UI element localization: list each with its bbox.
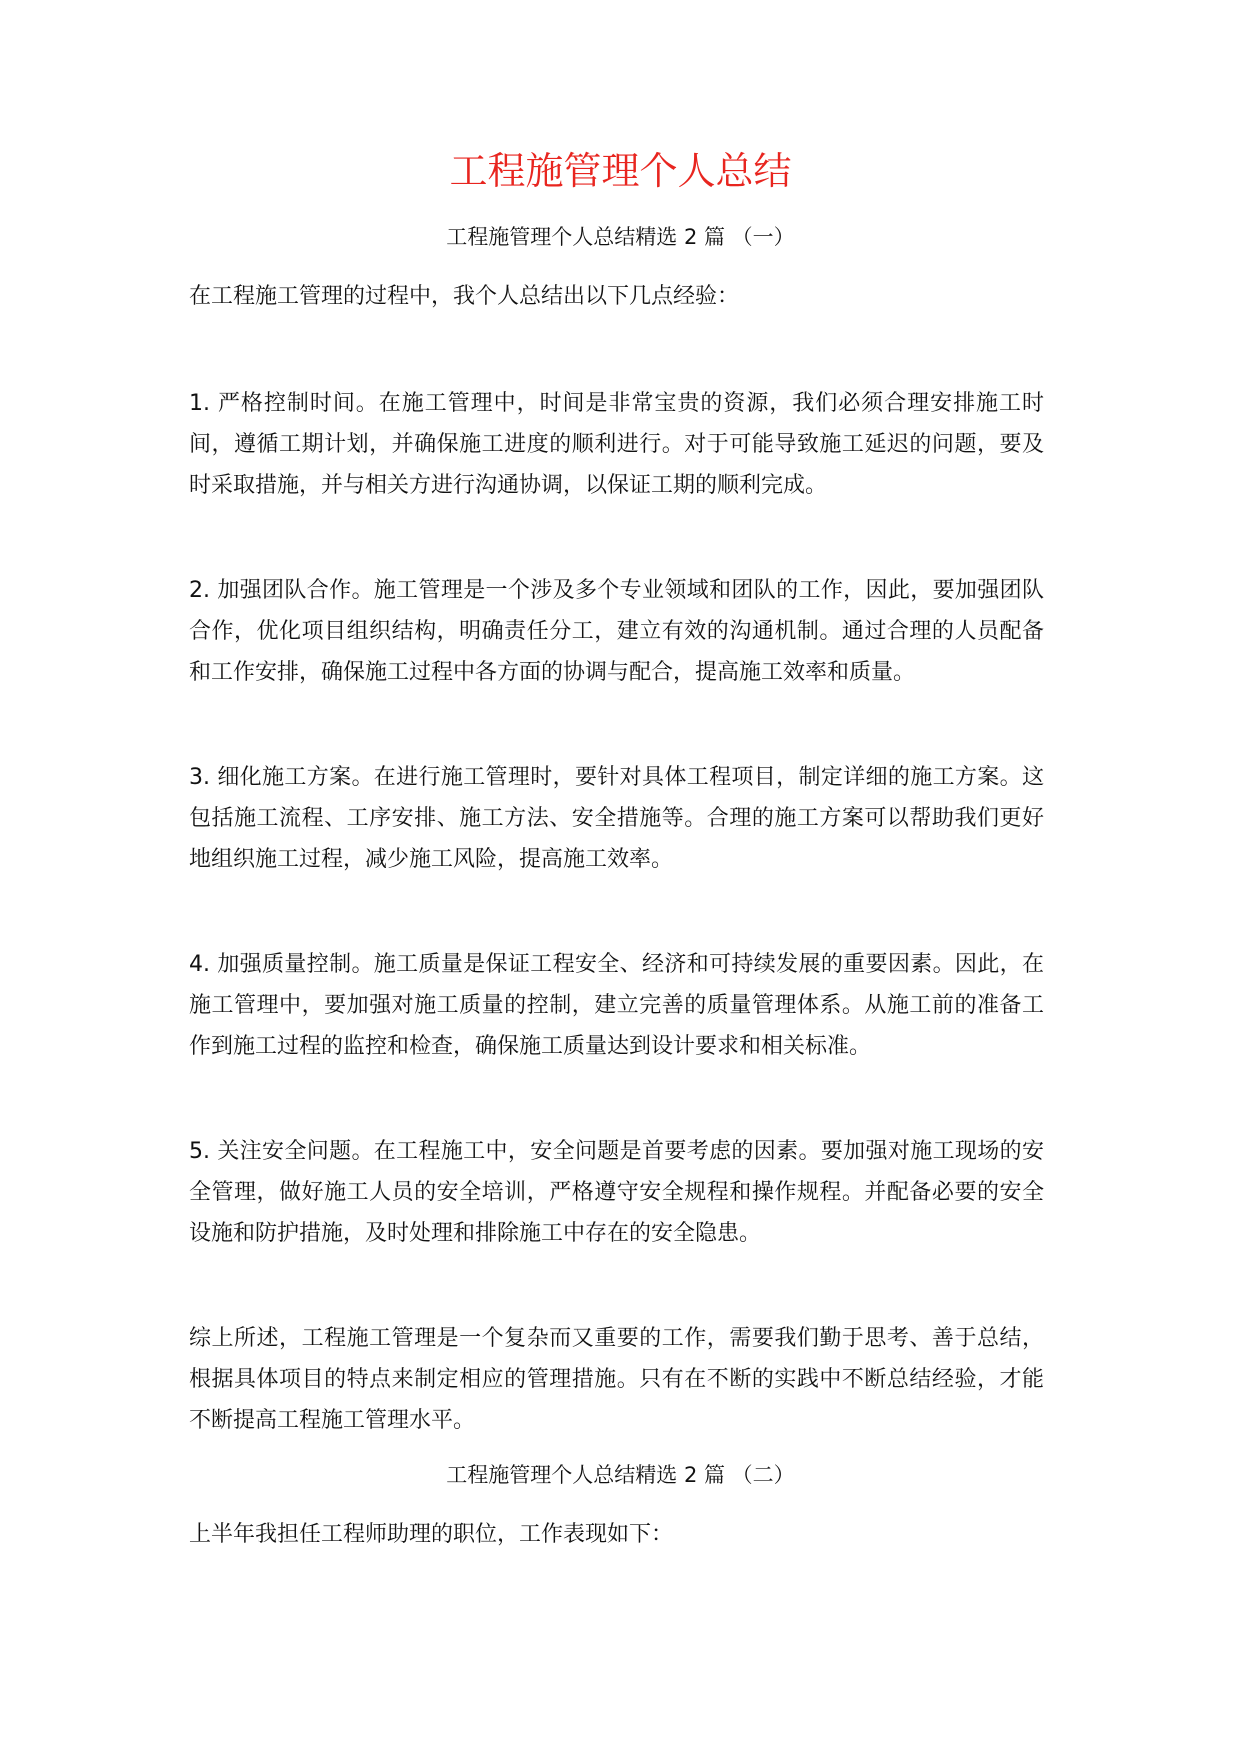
section-1-heading: 工程施管理个人总结精选 2 篇 （一） xyxy=(446,225,795,249)
conclusion-paragraph: 综上所述，工程施工管理是一个复杂而又重要的工作，需要我们勤于思考、善于总结，根据具体项目的特点来制定相应的管理措施。只有在不断的实践中不断总结经验，才能不断提高工程施工管理水平。 xyxy=(189,1326,1044,1433)
point-5-paragraph: 5. 关注安全问题。在工程施工中，安全问题是首要考虑的因素。要加强对施工现场的安全管理，做好施工人员的安全培训，严格遵守安全规程和操作规程。并配备必要的安全设施和防护措施，及时处理和排除施工中存在的安全隐患。 xyxy=(189,1139,1044,1246)
section-2-heading: 工程施管理个人总结精选 2 篇 （二） xyxy=(446,1463,795,1487)
point-2-paragraph: 2. 加强团队合作。施工管理是一个涉及多个专业领域和团队的工作，因此，要加强团队合作，优化项目组织结构，明确责任分工，建立有效的沟通机制。通过合理的人员配备和工作安排，确保施工过程中各方面的协调与配合，提高施工效率和质量。 xyxy=(189,578,1044,685)
document-title: 工程施管理个人总结 xyxy=(449,149,792,193)
section-2-intro: 上半年我担任工程师助理的职位，工作表现如下： xyxy=(189,1522,674,1547)
section-1-intro: 在工程施工管理的过程中，我个人总结出以下几点经验： xyxy=(189,284,740,309)
point-4-paragraph: 4. 加强质量控制。施工质量是保证工程安全、经济和可持续发展的重要因素。因此，在施工管理中，要加强对施工质量的控制，建立完善的质量管理体系。从施工前的准备工作到施工过程的监控和检查，确保施工质量达到设计要求和相关标准。 xyxy=(189,952,1044,1059)
point-3-paragraph: 3. 细化施工方案。在进行施工管理时，要针对具体工程项目，制定详细的施工方案。这包括施工流程、工序安排、施工方法、安全措施等。合理的施工方案可以帮助我们更好地组织施工过程，减少施工风险，提高施工效率。 xyxy=(189,765,1044,872)
point-1-paragraph: 1. 严格控制时间。在施工管理中，时间是非常宝贵的资源，我们必须合理安排施工时间，遵循工期计划，并确保施工进度的顺利进行。对于可能导致施工延迟的问题，要及时采取措施，并与相关方进行沟通协调，以保证工期的顺利完成。 xyxy=(189,391,1044,498)
